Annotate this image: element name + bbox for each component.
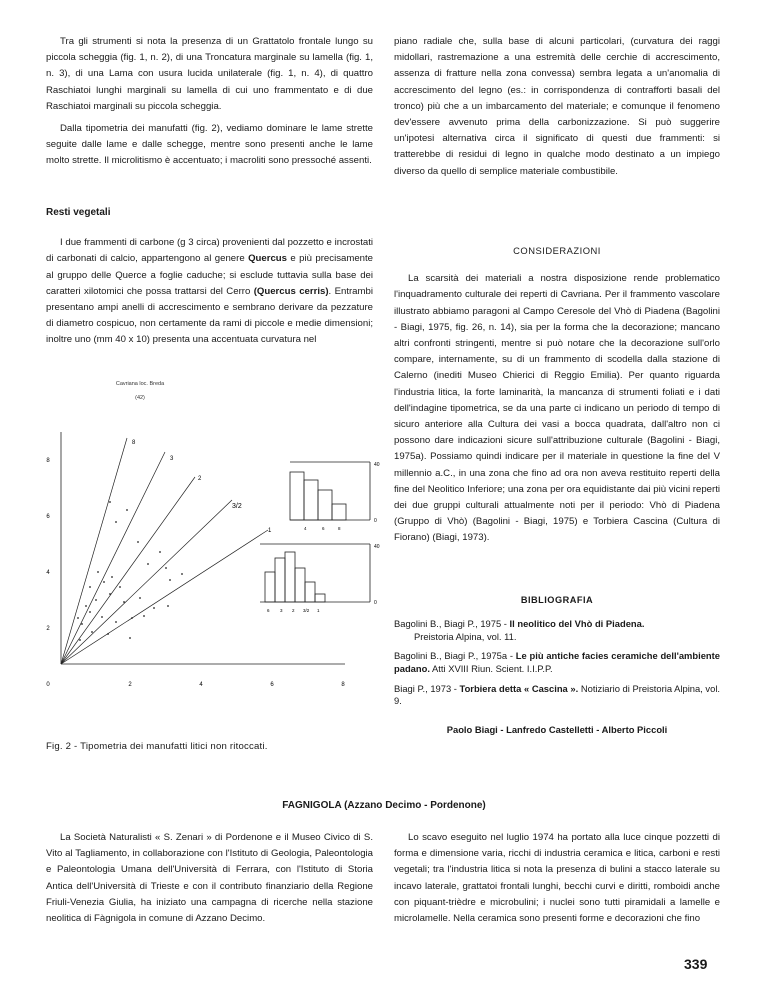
paragraph-tipometria: Dalla tipometria dei manufatti (fig. 2), vediamo dominare le lame strette seguite dalle lame e dalle schegge, mentre sono presenti anche le lame molto strette. Il microlitismo è accentuato; i macroliti sono pressoché assenti. (46, 123, 373, 167)
bib-3-title: Torbiera detta « Cascina ». (459, 682, 579, 694)
histogram-1 (290, 462, 370, 520)
bibliografia-section (394, 592, 720, 738)
resti-text-3: . Entrambi presentano ampi anelli di accrescimento e sembrano derivare da pezzature di diametro cospicuo, non certamente da rami di piccole e medie dimensioni; inoltre uno (mm 40 x 10) presenta una accentuata curvatura nel (46, 285, 373, 346)
hist2-top-label: 40 (374, 544, 380, 550)
bib-entry-1 (394, 618, 720, 643)
y-tick-8: 8 (46, 458, 50, 464)
ratio-line-8 (61, 438, 127, 664)
section-heading-considerazioni: CONSIDERAZIONI (513, 245, 601, 256)
paragraph-fagnigola-left: La Società Naturalisti « S. Zenari » di Pordenone e il Museo Civico di S. Vito al Tagliamento, in collaborazione con l'Istituto di Geologia, Paleontologia e Paleontologia Umana dell'Università di Ferrara, con l'Istituto di Storia Antica dell'Università di Trieste e con il contributo finanziario della Regione Friuli-Venezia Giulia, ha iniziato una campagna di ricerche nella stazione neolitica di Fàgnigola in comune di Azzano Decimo. (46, 832, 373, 925)
fagnigola-right (394, 830, 720, 931)
authors-signature: Paolo Biagi - Lanfredo Castelletti - Alberto Piccoli (446, 723, 668, 735)
hist2-tick-3: 3 (280, 608, 283, 613)
hist2-tick-6: 6 (267, 608, 270, 613)
ratio-line-3-2 (61, 500, 232, 664)
section-heading-bibliografia: BIBLIOGRAFIA (520, 595, 594, 605)
hist2-tick-1: 1 (317, 608, 320, 613)
y-tick-0: 0 (46, 682, 50, 688)
bib-3-authors: Biagi P., 1973 - (394, 682, 460, 694)
hist2-tick-2: 2 (292, 608, 295, 613)
figure-title-2: (42) (135, 395, 145, 401)
hist2-tick-3-2: 3/2 (303, 608, 310, 613)
paragraph-resti-cont: piano radiale che, sulla base di alcuni particolari, (curvatura dei raggi midollari, rastremazione a una estremità delle cerchie di accrescimento, assenza di fratture nella zona convessa) sembra legata a un'anomalia di accrescimento del legno (es.: in corrispondenza di contrafforti basali del tronco) più che a un imbarcamento del materiale; e comunque il fenomeno dev'essere avvenuto prima della carbonizzazione. Si può suggerire un'ipotesi alternativa circa il significato di questi due frammenti: si tratterebbe di residui di legno in qualche modo destinato a un impiego diverso da quello di semplice materiale combustibile. (394, 36, 720, 177)
ratio-line-2 (61, 477, 195, 664)
hist1-tick-6: 6 (322, 526, 325, 531)
hist1-bottom-label: 0 (374, 518, 377, 524)
figure-title-1: Cavriana loc. Breda (115, 381, 165, 387)
paragraph-tools: Tra gli strumenti si nota la presenza di un Grattatolo frontale lungo su piccola scheggia (fig. 1, n. 2), di una Troncatura marginale su lamella (fig. 1, n. 3), di una Lama con usura lucida unilaterale (fig. 1, n. 4), di quattro Raschiatoi lunghi marginali su lamella di cui uno frammentato e di due Raschiatoi marginali su piccola scheggia. (46, 36, 373, 112)
line-label-1: 1 (268, 528, 272, 534)
resti-vegetali-section (46, 205, 373, 353)
bib-entry-3 (394, 683, 720, 708)
resti-bold-quercus: Quercus (248, 253, 288, 265)
bib-3-source: Notiziario di Preistoria Alpina, vol. 9. (394, 682, 721, 707)
considerazioni-section (394, 243, 720, 551)
hist2-bottom-label: 0 (374, 600, 377, 606)
left-column-top (46, 34, 373, 174)
y-tick-2: 2 (46, 626, 50, 632)
hist1-tick-8: 8 (338, 526, 341, 531)
y-tick-4: 4 (46, 570, 50, 576)
bib-1-source: Preistoria Alpina, vol. 11. (414, 630, 517, 642)
line-label-3-2: 3/2 (232, 503, 242, 510)
figure-tipometria (20, 372, 380, 712)
bib-2-title: Le più antiche facies ceramiche dell'ambiente padano. (394, 650, 720, 674)
histogram-2 (260, 544, 370, 602)
line-label-8: 8 (132, 440, 136, 446)
x-tick-4: 4 (199, 682, 203, 688)
resti-text-2: e più precisamente al gruppo delle Querce a foglie caduche; si esclude tuttavia sulla base dei caratteri xilotomici che possa trattarsi del Cerro (46, 253, 373, 297)
paragraph-resti (46, 235, 373, 348)
x-tick-6: 6 (270, 682, 274, 688)
page-number: 339 (684, 956, 708, 972)
fagnigola-left (46, 830, 373, 931)
bib-1-authors: Bagolini B., Biagi P., 1975 - (394, 618, 510, 630)
right-column-top (394, 34, 720, 184)
paragraph-considerazioni: La scarsità dei materiali a nostra disposizione rende problematico l'inquadramento culturale dei reperti di Cavriana. Per il frammento vascolare illustrato abbiamo paragoni al Campo Ceresole del Vhò di Piadena (Bagolini - Biagi, 1975, fig. 26, n. 14), sia per la forma che la decorazione; mancano altri confronti stringenti, mentre si può notare che la decorazione sull'orlo compare, internamente, su di un frammento di scodella dalla stazione di Calerno (inediti Museo Chierici di Reggio Emilia). Per quanto riguarda l'industria litica, la forte laminarità, la mancanza di strumenti foliati e i dati dell'indagine tipometrica, se da una parte ci indicano un periodo di tempo di sicuro anteriore alla Cultura dei vasi a bocca quadrata, dall'altro non ci possono dare indicazioni sicure sull'attribuzione culturale (Bagolini - Biagi, 1975a). Possiamo quindi indicare per il materiale in questione la fine del V millennio a.C., in una zona che fino ad ora non aveva restituito reperti della fine del Neolitico Inferiore; una zona per ora equidistante dai più vicini reperti dei due gruppi culturali attualmente noti per il periodo: Vhò di Piadena (Gruppo di Vhò) (Bagolini - Biagi, 1975) e Torbiera Cascina (Cultura di Fiorano) (Biagi, 1973). (394, 273, 720, 544)
x-tick-2: 2 (128, 682, 132, 688)
bib-1-title: Il neolitico del Vhò di Piadena. (509, 618, 645, 630)
hist1-top-label: 40 (374, 462, 380, 468)
x-tick-8: 8 (341, 682, 345, 688)
fagnigola-heading: FAGNIGOLA (Azzano Decimo - Pordenone) (282, 800, 486, 811)
ratio-line-1 (61, 530, 268, 664)
resti-text-1: I due frammenti di carbone (g 3 circa) provenienti dal pozzetto e incrostati di carbonati di calcio, appartengono al genere (46, 237, 373, 265)
figure-caption: Fig. 2 - Tipometria dei manufatti litici non ritoccati. (46, 741, 268, 752)
bib-2-authors: Bagolini B., Biagi P., 1975a - (394, 650, 516, 662)
bib-entry-2 (394, 650, 720, 675)
ratio-line-3 (61, 452, 165, 664)
section-heading-resti: Resti vegetali (46, 207, 111, 218)
hist1-tick-4: 4 (304, 526, 307, 531)
line-label-3: 3 (170, 456, 174, 462)
paragraph-fagnigola-right: Lo scavo eseguito nel luglio 1974 ha portato alla luce cinque pozzetti di forma e dimensione varia, ricchi di industria ceramica e litica, carboni e resti vegetali; tra l'industria litica si nota la presenza di bulini a stacco laterale su incavo laterale, grattatoi frontali lunghi, becchi curvi e diritti, romboidi anche con piquant-trièdre e microbulini; i nuclei sono tutti piramidali a lamelle e microlamelle. Nella ceramica sono presenti forme e decorazioni che fino (394, 832, 720, 925)
resti-bold-quercus-cerris: (Quercus cerris) (253, 285, 329, 297)
line-label-2: 2 (198, 476, 202, 482)
y-tick-6: 6 (46, 514, 50, 520)
bib-2-source: Atti XVIII Riun. Scient. I.I.P.P. (432, 662, 553, 674)
tipometria-chart (20, 372, 380, 712)
